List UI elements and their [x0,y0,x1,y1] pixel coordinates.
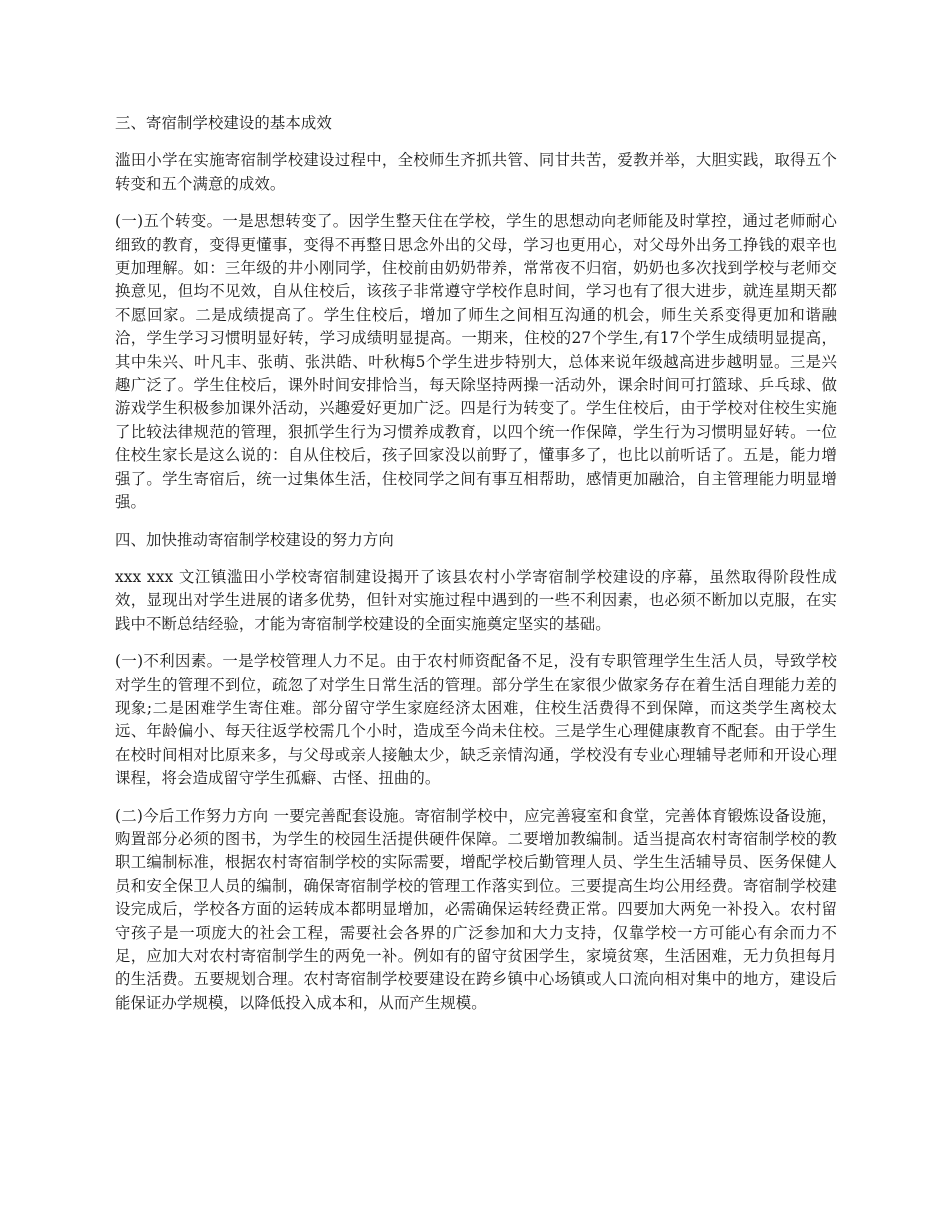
section-heading-4: 四、加快推动寄宿制学校建设的努力方向 [115,530,394,549]
paragraph-intro: 滥田小学在实施寄宿制学校建设过程中，全校师生齐抓共管、同甘共苦，爱教并举，大胆实践，取得五个转变和五个满意的成效。 [115,151,837,193]
paragraph-future-direction: (二)今后工作努力方向 一要完善配套设施。寄宿制学校中，应完善寝室和食堂，完善体育锻炼设备设施，购置部分必须的图书，为学生的校园生活提供硬件保障。二要增加教编制。适当提高农村寄宿制学校的教职工编制标准，根据农村寄宿制学校的实际需要，增配学校后勤管理人员、学生生活辅导员、医务保健人员和安全保卫人员的编制，确保寄宿制学校的管理工作落实到位。三要提高生均公用经费。寄宿制学校建设完成后，学校各方面的运转成本都明显增加，必需确保运转经费正常。四要加大两免一补投入。农村留守孩子是一项庞大的社会工程，需要社会各界的广泛参加和大力支持，仅靠学校一方可能心有余而力不足，应加大对农村寄宿制学生的两免一补。例如有的留守贫困学生，家境贫寒，生活困难，无力负担每月的生活费。五要规划合理。农村寄宿制学校要建设在跨乡镇中心场镇或人口流向相对集中的地方，建设后能保证办学规模，以降低投入成本和，从而产生规模。 [115,806,837,1012]
paragraph-unfavorable-factors: (一)不利因素。一是学校管理人力不足。由于农村师资配备不足，没有专职管理学生生活人员，导致学校对学生的管理不到位，疏忽了对学生日常生活的管理。部分学生在家很少做家务存在着生活自理能力差的现象;二是困难学生寄住难。部分留守学生家庭经济太困难，住校生活费得不到保障，而这类学生离校太远、年龄偏小、每天往返学校需几个小时，造成至今尚未住校。三是学生心理健康教育不配套。由于学生在校时间相对比原来多，与父母或亲人接触太少，缺乏亲情沟通，学校没有专业心理辅导老师和开设心理课程，将会造成留守学生孤癖、古怪、扭曲的。 [115,652,837,788]
document-page [115,112,837,1029]
paragraph-five-changes: (一)五个转变。一是思想转变了。因学生整天住在学校，学生的思想动向老师能及时掌控，通过老师耐心细致的教育，变得更懂事，变得不再整日思念外出的父母，学习也更用心，对父母外出务工挣钱的艰辛也更加理解。如：三年级的井小刚同学，住校前由奶奶带养，常常夜不归宿，奶奶也多次找到学校与老师交换意见，但均不见效，自从住校后，该孩子非常遵守学校作息时间，学习也有了很大进步，就连星期天都不愿回家。二是成绩提高了。学生住校后，增加了师生之间相互沟通的机会，师生关系变得更加和谐融洽，学生学习习惯明显好转，学习成绩明显提高。一期来，住校的27个学生,有17个学生成绩明显提高，其中朱兴、叶凡丰、张萌、张洪皓、叶秋梅5个学生进步特别大，总体来说年级越高进步越明显。三是兴趣广泛了。学生住校后，课外时间安排恰当，每天除坚持两操一活动外，课余时间可打篮球、乒乓球、做游戏学生积极参加课外活动，兴趣爱好更加广泛。四是行为转变了。学生住校后，由于学校对住校生实施了比较法律规范的管理，狠抓学生行为习惯养成教育，以四个统一作保障，学生行为习惯明显好转。一位住校生家长是这么说的：自从住校后，孩子回家没以前野了，懂事多了，也比以前听话了。五是，能力增强了。学生寄宿后，统一过集体生活，住校同学之间有事互相帮助，感情更加融洽，自主管理能力明显增强。 [115,212,837,512]
paragraph-direction-intro: xxx xxx 文江镇滥田小学校寄宿制建设揭开了该县农村小学寄宿制学校建设的序幕，虽然取得阶段性成效，显现出对学生进展的诸多优势，但针对实施过程中遇到的一些不利因素，也必须不断加以克服，在实践中不断总结经验，才能为寄宿制学校建设的全面实施奠定坚实的基础。 [115,567,837,633]
section-heading-3: 三、寄宿制学校建设的基本成效 [115,114,332,132]
